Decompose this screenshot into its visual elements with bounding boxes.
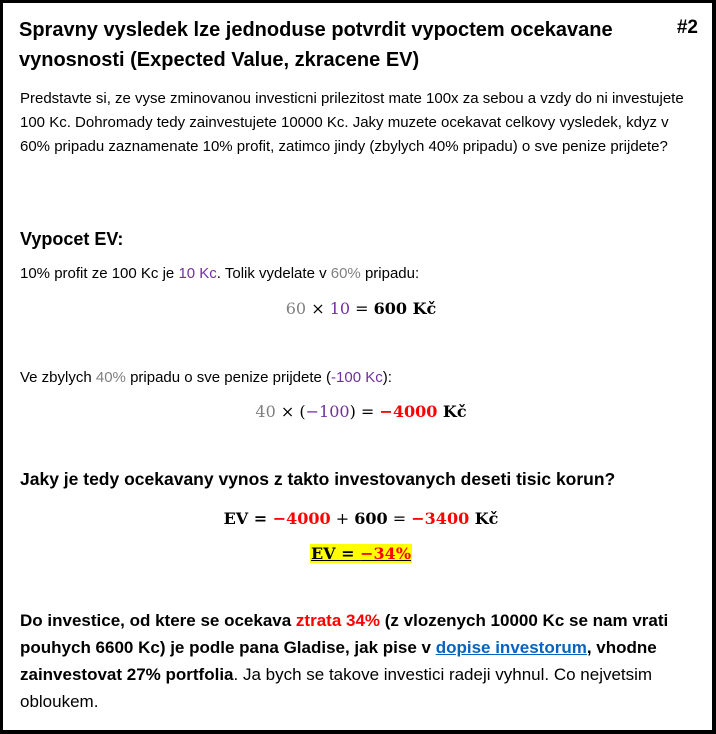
- loss-line: [20, 366, 696, 390]
- profit-probability: 60%: [330, 265, 361, 282]
- loss-probability: 40%: [95, 369, 126, 386]
- eq2-result-unit: Kč: [437, 402, 467, 421]
- page-title: Spravny vysledek lze jednoduse potvrdit vypoctem ocekavane vynosnosti (Expected Value, zkracene EV): [19, 19, 613, 71]
- eq2-close-paren: ): [349, 402, 356, 421]
- question-heading: Jaky je tedy ocekavany vynos z takto investovanych deseti tisic korun?: [20, 469, 616, 489]
- eq4-value: −34%: [360, 544, 412, 563]
- loss-line-text-3: ):: [382, 369, 392, 386]
- conclusion-loss: ztrata 34%: [295, 611, 381, 630]
- eq3-profit-term: 600: [354, 509, 388, 528]
- slide-number-badge: #2: [676, 17, 698, 38]
- eq3-result-unit: Kč: [469, 509, 499, 528]
- eq1-result: 600 Kč: [373, 299, 437, 318]
- profit-line-text-2: . Tolik vydelate v: [216, 265, 331, 282]
- section-heading: Vypocet EV:: [20, 229, 124, 249]
- eq3-equals: =: [392, 509, 407, 528]
- conclusion-text-1: Do investice, od ktere se ocekava: [20, 611, 296, 630]
- eq1-equals: =: [355, 299, 369, 318]
- loss-line-text-2: pripadu o sve penize prijdete (: [125, 369, 332, 386]
- eq2-probability: 40: [255, 402, 276, 421]
- investor-letter-link[interactable]: dopise investorum: [435, 638, 587, 657]
- eq1-profit: 10: [329, 299, 351, 318]
- profit-line-text-3: pripadu:: [360, 265, 420, 282]
- equation-loss: [3, 402, 716, 421]
- equation-ev: [3, 509, 716, 528]
- intro-paragraph: Predstavte si, ze vyse zminovanou investicni prilezitost mate 100x za sebou a vzdy do ni investujete 100 Kc. Dohromady tedy zainvestujete 10000 Kc. Jaky muzete ocekavat celkovy vysledek, kdyz v 60% pripadu zaznamenate 10% profit, zatimco jindy (zbylych 40% pripadu) o sve penize prijdete?: [20, 90, 684, 155]
- conclusion-text-2: (z vlozenych 10000 Kc se nam vrati pouhych 6600 Kc) je podle pana Gladise, jak pise v: [20, 611, 669, 657]
- eq2-result-number: −4000: [379, 402, 438, 421]
- eq4-label: EV =: [310, 544, 361, 563]
- conclusion-text-3: , vhodne zainvestovat 27% portfolia: [20, 638, 657, 684]
- eq2-equals: =: [360, 402, 375, 421]
- equation-profit: [3, 299, 716, 318]
- loss-line-text-1: Ve zbylych: [20, 369, 96, 386]
- eq3-label: EV =: [223, 509, 273, 528]
- equation-ev-percent: [3, 544, 716, 563]
- loss-value: -100 Kc: [331, 369, 383, 386]
- eq2-loss: −100: [305, 402, 350, 421]
- profit-value: 10 Kc: [178, 265, 217, 282]
- eq1-probability: 60: [285, 299, 307, 318]
- eq2-open-paren: (: [299, 402, 306, 421]
- eq1-times: ×: [311, 299, 325, 318]
- conclusion-paragraph: [20, 607, 710, 715]
- eq3-loss-term: −4000: [272, 509, 331, 528]
- ev-percent-highlight: [310, 544, 412, 563]
- profit-line-text-1: 10% profit ze 100 Kc je: [20, 265, 179, 282]
- eq3-result-number: −3400: [411, 509, 470, 528]
- eq2-times: ×: [280, 402, 295, 421]
- conclusion-text-4: . Ja bych se takove investici radeji vyhnul. Co nejvetsim obloukem.: [20, 665, 653, 711]
- profit-line: [20, 262, 696, 286]
- eq3-plus: +: [335, 509, 350, 528]
